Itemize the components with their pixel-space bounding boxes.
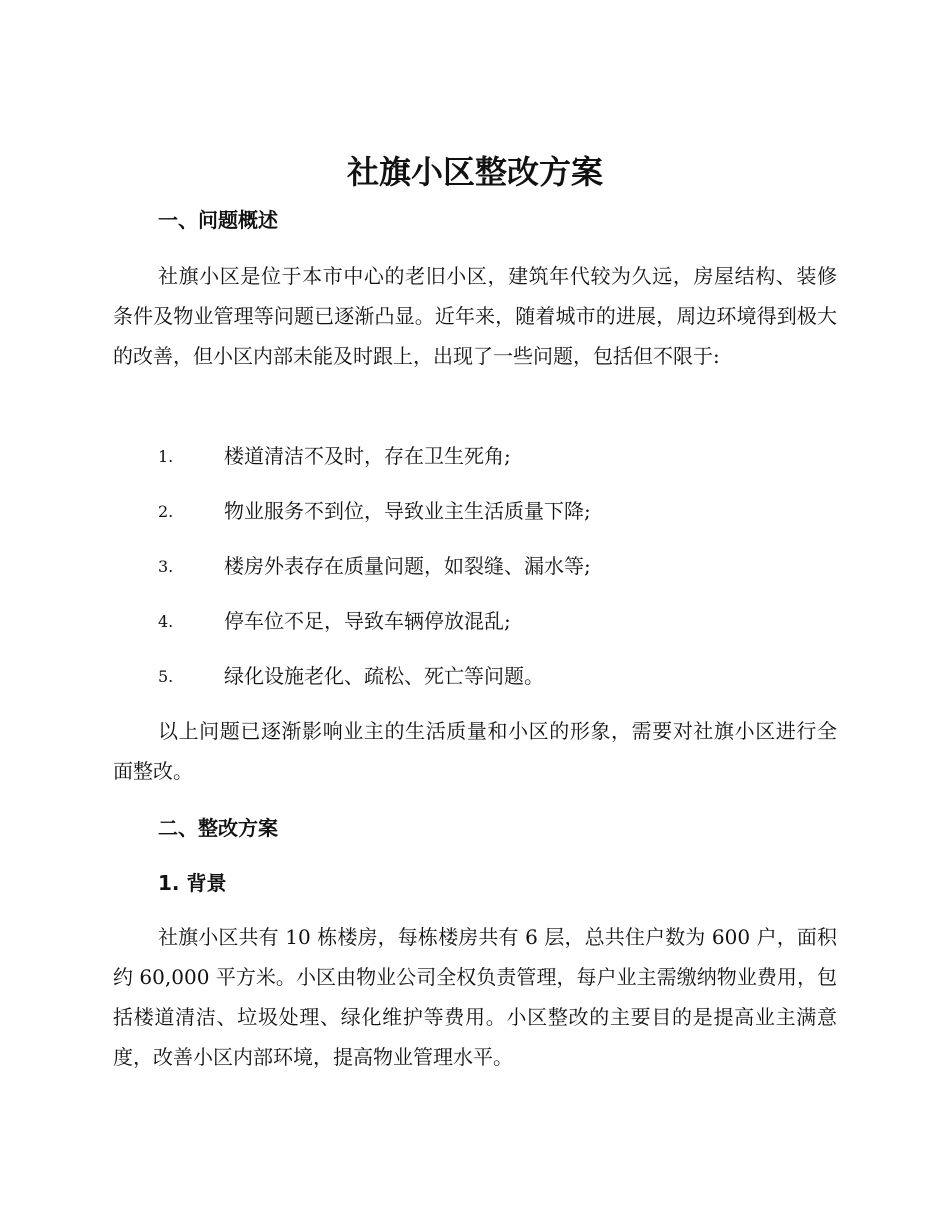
- list-item-number: 3.: [158, 557, 174, 576]
- list-item-number: 4.: [158, 612, 174, 631]
- list-item-text: 停车位不足，导致车辆停放混乱;: [224, 609, 511, 633]
- intro-paragraph: 社旗小区是位于本市中心的老旧小区，建筑年代较为久远，房屋结构、装修条件及物业管理等问题已逐渐凸显。近年来，随着城市的进展，周边环境得到极大的改善，但小区内部未能及时跟上，出现了一些问题，包括但不限于:: [113, 264, 837, 368]
- section-heading-problem-overview: 一、问题概述: [158, 208, 278, 232]
- background-paragraph: 社旗小区共有 10 栋楼房，每栋楼房共有 6 层，总共住户数为 600 户，面积约 60,000 平方米。小区由物业公司全权负责管理，每户业主需缴纳物业费用，包括楼道清洁、垃圾处理、绿化维护等费用。小区整改的主要目的是提高业主满意度，改善小区内部环境，提高物业管理水平。: [113, 925, 837, 1069]
- list-item-text: 绿化设施老化、疏松、死亡等问题。: [224, 664, 544, 688]
- conclusion-paragraph: 以上问题已逐渐影响业主的生活质量和小区的形象，需要对社旗小区进行全面整改。: [113, 719, 837, 783]
- list-item-text: 楼道清洁不及时，存在卫生死角;: [224, 444, 511, 468]
- list-item-number: 5.: [158, 667, 174, 686]
- list-item: [0, 441, 950, 471]
- document-title: 社旗小区整改方案: [346, 153, 603, 191]
- subheading-background: 1. 背景: [158, 871, 227, 895]
- section-heading-rectification-plan: 二、整改方案: [158, 816, 278, 840]
- list-item: [0, 661, 950, 691]
- list-item-number: 2.: [158, 502, 174, 521]
- list-item: [0, 496, 950, 526]
- list-item-number: 1.: [158, 447, 174, 466]
- list-item: [0, 606, 950, 636]
- list-item-text: 物业服务不到位，导致业主生活质量下降;: [224, 499, 591, 523]
- list-item: [0, 551, 950, 581]
- list-item-text: 楼房外表存在质量问题，如裂缝、漏水等;: [224, 554, 591, 578]
